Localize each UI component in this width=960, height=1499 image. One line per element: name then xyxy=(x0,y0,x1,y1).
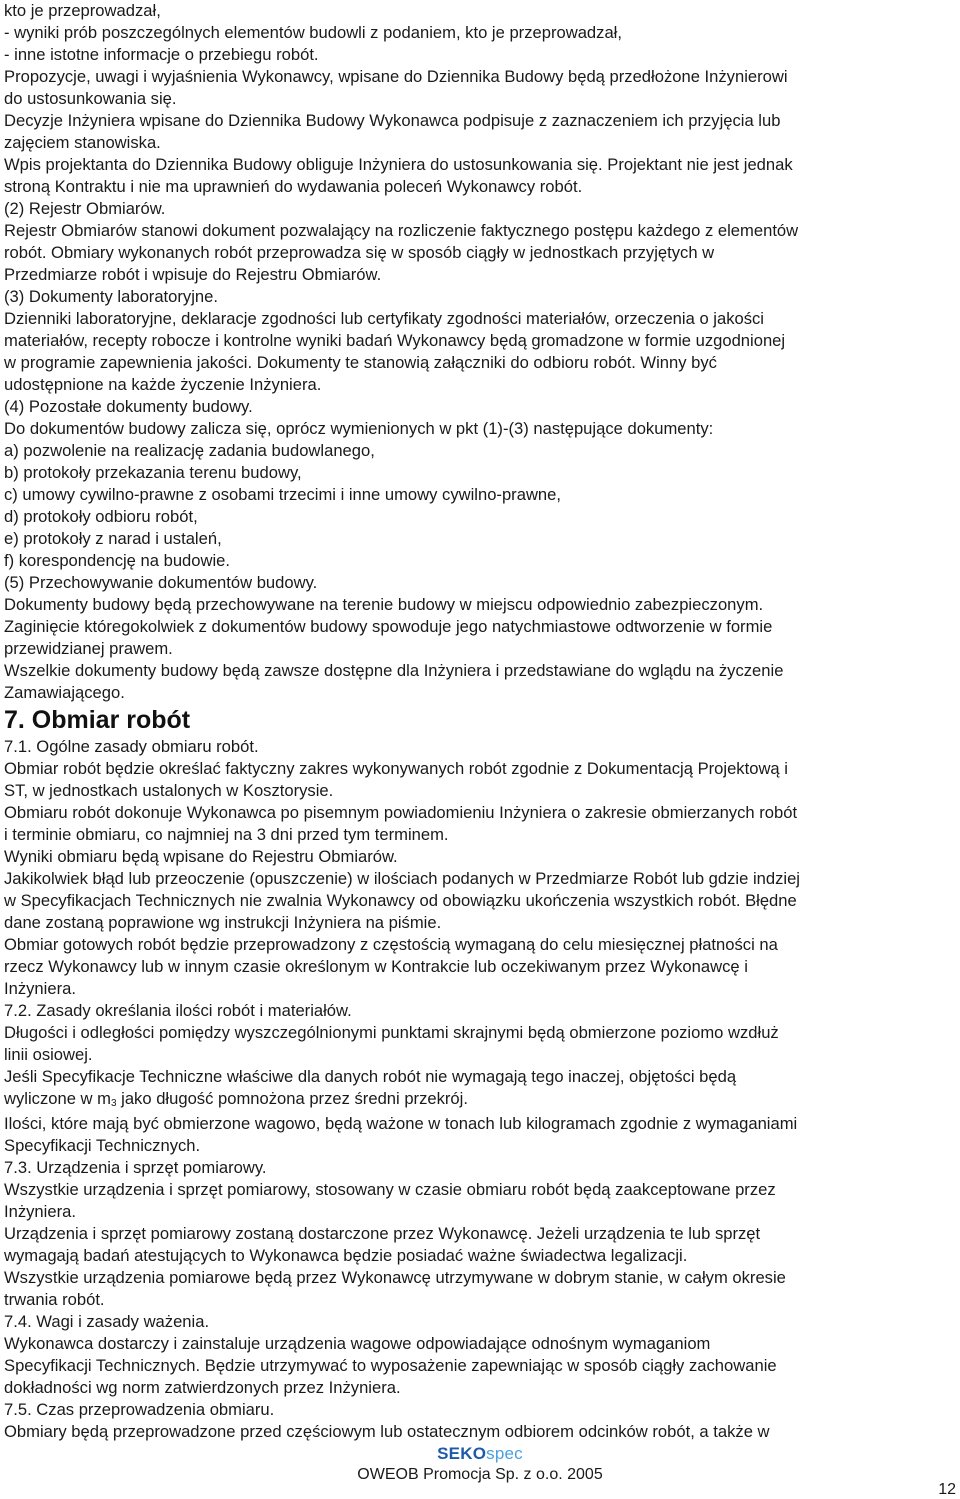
subsection-title xyxy=(4,198,952,220)
text-line: Jakikolwiek błąd lub przeoczenie (opuszczenie) w ilościach podanych w Przedmiarze Robót lub gdzie indziej xyxy=(4,869,800,888)
text-line: Do dokumentów budowy zalicza się, oprócz wymienionych w pkt (1)-(3) następujące dokumenty: xyxy=(4,419,714,438)
text-line: (3) Dokumenty laboratoryjne. xyxy=(4,287,218,306)
text-line: Inżyniera. xyxy=(4,1202,76,1221)
paragraph xyxy=(4,1267,952,1311)
text-line: e) protokoły z narad i ustaleń, xyxy=(4,529,222,548)
text-line: trwania robót. xyxy=(4,1290,105,1309)
document-page xyxy=(4,0,952,1443)
text-line: Wyniki obmiaru będą wpisane do Rejestru Obmiarów. xyxy=(4,847,398,866)
text-line: Dzienniki laboratoryjne, deklaracje zgodności lub certyfikaty zgodności materiałów, orzeczenia o jakości xyxy=(4,309,764,328)
list-item xyxy=(4,550,952,572)
list-item xyxy=(4,22,952,44)
text-line: udostępnione na każde życzenie Inżyniera. xyxy=(4,375,322,394)
text-line: Wszelkie dokumenty budowy będą zawsze dostępne dla Inżyniera i przedstawiane do wglądu na życzenie xyxy=(4,661,784,680)
text-line: Zaginięcie któregokolwiek z dokumentów budowy spowoduje jego natychmiastowe odtworzenie w formie xyxy=(4,617,773,636)
subsection-title xyxy=(4,1399,952,1421)
paragraph xyxy=(4,1022,952,1066)
text-line: (5) Przechowywanie dokumentów budowy. xyxy=(4,573,318,592)
subsection-title xyxy=(4,1311,952,1333)
subsection-title xyxy=(4,396,952,418)
paragraph xyxy=(4,1113,952,1157)
paragraph xyxy=(4,1421,952,1443)
text-line: Wszystkie urządzenia pomiarowe będą przez Wykonawcę utrzymywane w dobrym stanie, w całym okresie xyxy=(4,1268,786,1287)
text-line: Jeśli Specyfikacje Techniczne właściwe dla danych robót nie wymagają tego inaczej, objętości będą xyxy=(4,1067,737,1086)
text-line: i terminie obmiaru, co najmniej na 3 dni przed tym terminem. xyxy=(4,825,449,844)
text-line: Obmiaru robót dokonuje Wykonawca po pisemnym powiadomieniu Inżyniera o zakresie obmierzanych robót xyxy=(4,803,798,822)
text-line: Długości i odległości pomiędzy wyszczególnionymi punktami skrajnymi będą obmierzone poziomo wzdłuż xyxy=(4,1023,779,1042)
list-item xyxy=(4,484,952,506)
text-line: d) protokoły odbioru robót, xyxy=(4,507,198,526)
paragraph xyxy=(4,846,952,868)
text-line: robót. Obmiary wykonanych robót przeprowadza się w sposób ciągły w jednostkach przyjętych w xyxy=(4,243,715,262)
section-heading: 7. Obmiar robót xyxy=(4,706,191,734)
subsection-title xyxy=(4,736,952,758)
text-line: kto je przeprowadzał, xyxy=(4,1,161,20)
text-line: w programie zapewnienia jakości. Dokumenty te stanowią załączniki do odbioru robót. Winny być xyxy=(4,353,717,372)
text-line: 7.1. Ogólne zasady obmiaru robót. xyxy=(4,737,259,756)
text-line: Specyfikacji Technicznych. Będzie utrzymywać to wyposażenie zapewniając w sposób ciągły zachowanie xyxy=(4,1356,777,1375)
text-line: rzecz Wykonawcy lub w innym czasie określonym w Kontrakcie lub oczekiwanym przez Wykonawcę i xyxy=(4,957,748,976)
cubic-subscript: 3 xyxy=(110,1098,117,1109)
paragraph xyxy=(4,868,952,934)
text-line: Dokumenty budowy będą przechowywane na terenie budowy w miejscu odpowiednio zabezpieczonym. xyxy=(4,595,764,614)
paragraph xyxy=(4,934,952,1000)
paragraph xyxy=(4,220,952,286)
text-line: 7.4. Wagi i zasady ważenia. xyxy=(4,1312,210,1331)
text-line: Propozycje, uwagi i wyjaśnienia Wykonawcy, wpisane do Dziennika Budowy będą przedłożone Inżynierowi xyxy=(4,67,788,86)
text-line: wymagają badań atestujących to Wykonawca będzie posiadać ważne świadectwa legalizacji. xyxy=(4,1246,688,1265)
text-line: 7.2. Zasady określania ilości robót i materiałów. xyxy=(4,1001,352,1020)
paragraph xyxy=(4,110,952,154)
paragraph xyxy=(4,616,952,660)
paragraph xyxy=(4,594,952,616)
text-line: do ustosunkowania się. xyxy=(4,89,177,108)
text-line: Obmiar robót będzie określać faktyczny zakres wykonywanych robót zgodnie z Dokumentacją Projektową i xyxy=(4,759,788,778)
text-line: Przedmiarze robót i wpisuje do Rejestru Obmiarów. xyxy=(4,265,382,284)
text-line: 7.3. Urządzenia i sprzęt pomiarowy. xyxy=(4,1158,267,1177)
text-line: Ilości, które mają być obmierzone wagowo, będą ważone w tonach lub kilogramach zgodnie z wymaganiami xyxy=(4,1114,798,1133)
text-line: f) korespondencję na budowie. xyxy=(4,551,231,570)
subsection-title xyxy=(4,572,952,594)
sekospec-logo: SEKOspec xyxy=(437,1444,523,1463)
page-footer xyxy=(0,1444,960,1486)
text-line: c) umowy cywilno-prawne z osobami trzecimi i inne umowy cywilno-prawne, xyxy=(4,485,561,504)
text-line: Specyfikacji Technicznych. xyxy=(4,1136,201,1155)
paragraph xyxy=(4,1066,952,1113)
list-item xyxy=(4,462,952,484)
paragraph xyxy=(4,308,952,396)
paragraph xyxy=(4,0,952,22)
page-number: 12 xyxy=(938,1481,956,1498)
text-line: w Specyfikacjach Technicznych nie zwalnia Wykonawcy od obowiązku ukończenia wszystkich robót. Błędne xyxy=(4,891,797,910)
text-line: (2) Rejestr Obmiarów. xyxy=(4,199,166,218)
paragraph xyxy=(4,66,952,110)
text-line: Wszystkie urządzenia i sprzęt pomiarowy, stosowany w czasie obmiaru robót będą zaakceptowane przez xyxy=(4,1180,776,1199)
list-item xyxy=(4,506,952,528)
company-footer-text: OWEOB Promocja Sp. z o.o. 2005 xyxy=(357,1466,603,1483)
text-line: (4) Pozostałe dokumenty budowy. xyxy=(4,397,253,416)
text-line: Zamawiającego. xyxy=(4,683,125,702)
text-line: b) protokoły przekazania terenu budowy, xyxy=(4,463,302,482)
text-line: Wykonawca dostarczy i zainstaluje urządzenia wagowe odpowiadające odnośnym wymaganiom xyxy=(4,1334,711,1353)
subsection-title xyxy=(4,1000,952,1022)
paragraph xyxy=(4,418,952,440)
text-line: Urządzenia i sprzęt pomiarowy zostaną dostarczone przez Wykonawcę. Jeżeli urządzenia te lub sprzęt xyxy=(4,1224,761,1243)
text-line: - wyniki prób poszczególnych elementów budowli z podaniem, kto je przeprowadzał, xyxy=(4,23,622,42)
paragraph xyxy=(4,802,952,846)
list-item xyxy=(4,44,952,66)
volume-formula-line: wyliczone w $m_3$ jako długość pomnożona przez średni przekrój. xyxy=(4,1089,468,1109)
text-line: zajęciem stanowiska. xyxy=(4,133,161,152)
subsection-title xyxy=(4,286,952,308)
text-line: przewidzianej prawem. xyxy=(4,639,173,658)
text-line: dokładności wg norm zatwierdzonych przez Inżyniera. xyxy=(4,1378,401,1397)
text-line: Obmiar gotowych robót będzie przeprowadzony z częstością wymaganą do celu miesięcznej płatności na xyxy=(4,935,778,954)
text-line: linii osiowej. xyxy=(4,1045,93,1064)
text-line: stroną Kontraktu i nie ma uprawnień do wydawania poleceń Wykonawcy robót. xyxy=(4,177,583,196)
subsection-title xyxy=(4,1157,952,1179)
text-line: dane zostaną poprawione wg instrukcji Inżyniera na piśmie. xyxy=(4,913,442,932)
paragraph xyxy=(4,1179,952,1223)
paragraph xyxy=(4,1223,952,1267)
paragraph xyxy=(4,758,952,802)
text-line: - inne istotne informacje o przebiegu robót. xyxy=(4,45,319,64)
text-line: materiałów, recepty robocze i kontrolne wyniki badań Wykonawcy będą gromadzone w formie uzgodnionej xyxy=(4,331,786,350)
text-line: ST, w jednostkach ustalonych w Kosztorysie. xyxy=(4,781,334,800)
list-item xyxy=(4,440,952,462)
paragraph xyxy=(4,1333,952,1399)
text-line: Decyzje Inżyniera wpisane do Dziennika Budowy Wykonawca podpisuje z zaznaczeniem ich przyjęcia lub xyxy=(4,111,781,130)
text-line: Inżyniera. xyxy=(4,979,76,998)
list-item xyxy=(4,528,952,550)
paragraph xyxy=(4,154,952,198)
text-line: 7.5. Czas przeprowadzenia obmiaru. xyxy=(4,1400,275,1419)
text-line: Wpis projektanta do Dziennika Budowy obliguje Inżyniera do ustosunkowania się. Projektant nie jest jednak xyxy=(4,155,793,174)
text-line: Rejestr Obmiarów stanowi dokument pozwalający na rozliczenie faktycznego postępu każdego z elementów xyxy=(4,221,799,240)
text-line: Obmiary będą przeprowadzone przed częściowym lub ostatecznym odbiorem odcinków robót, a także w xyxy=(4,1422,770,1441)
text-line: a) pozwolenie na realizację zadania budowlanego, xyxy=(4,441,375,460)
paragraph xyxy=(4,660,952,704)
